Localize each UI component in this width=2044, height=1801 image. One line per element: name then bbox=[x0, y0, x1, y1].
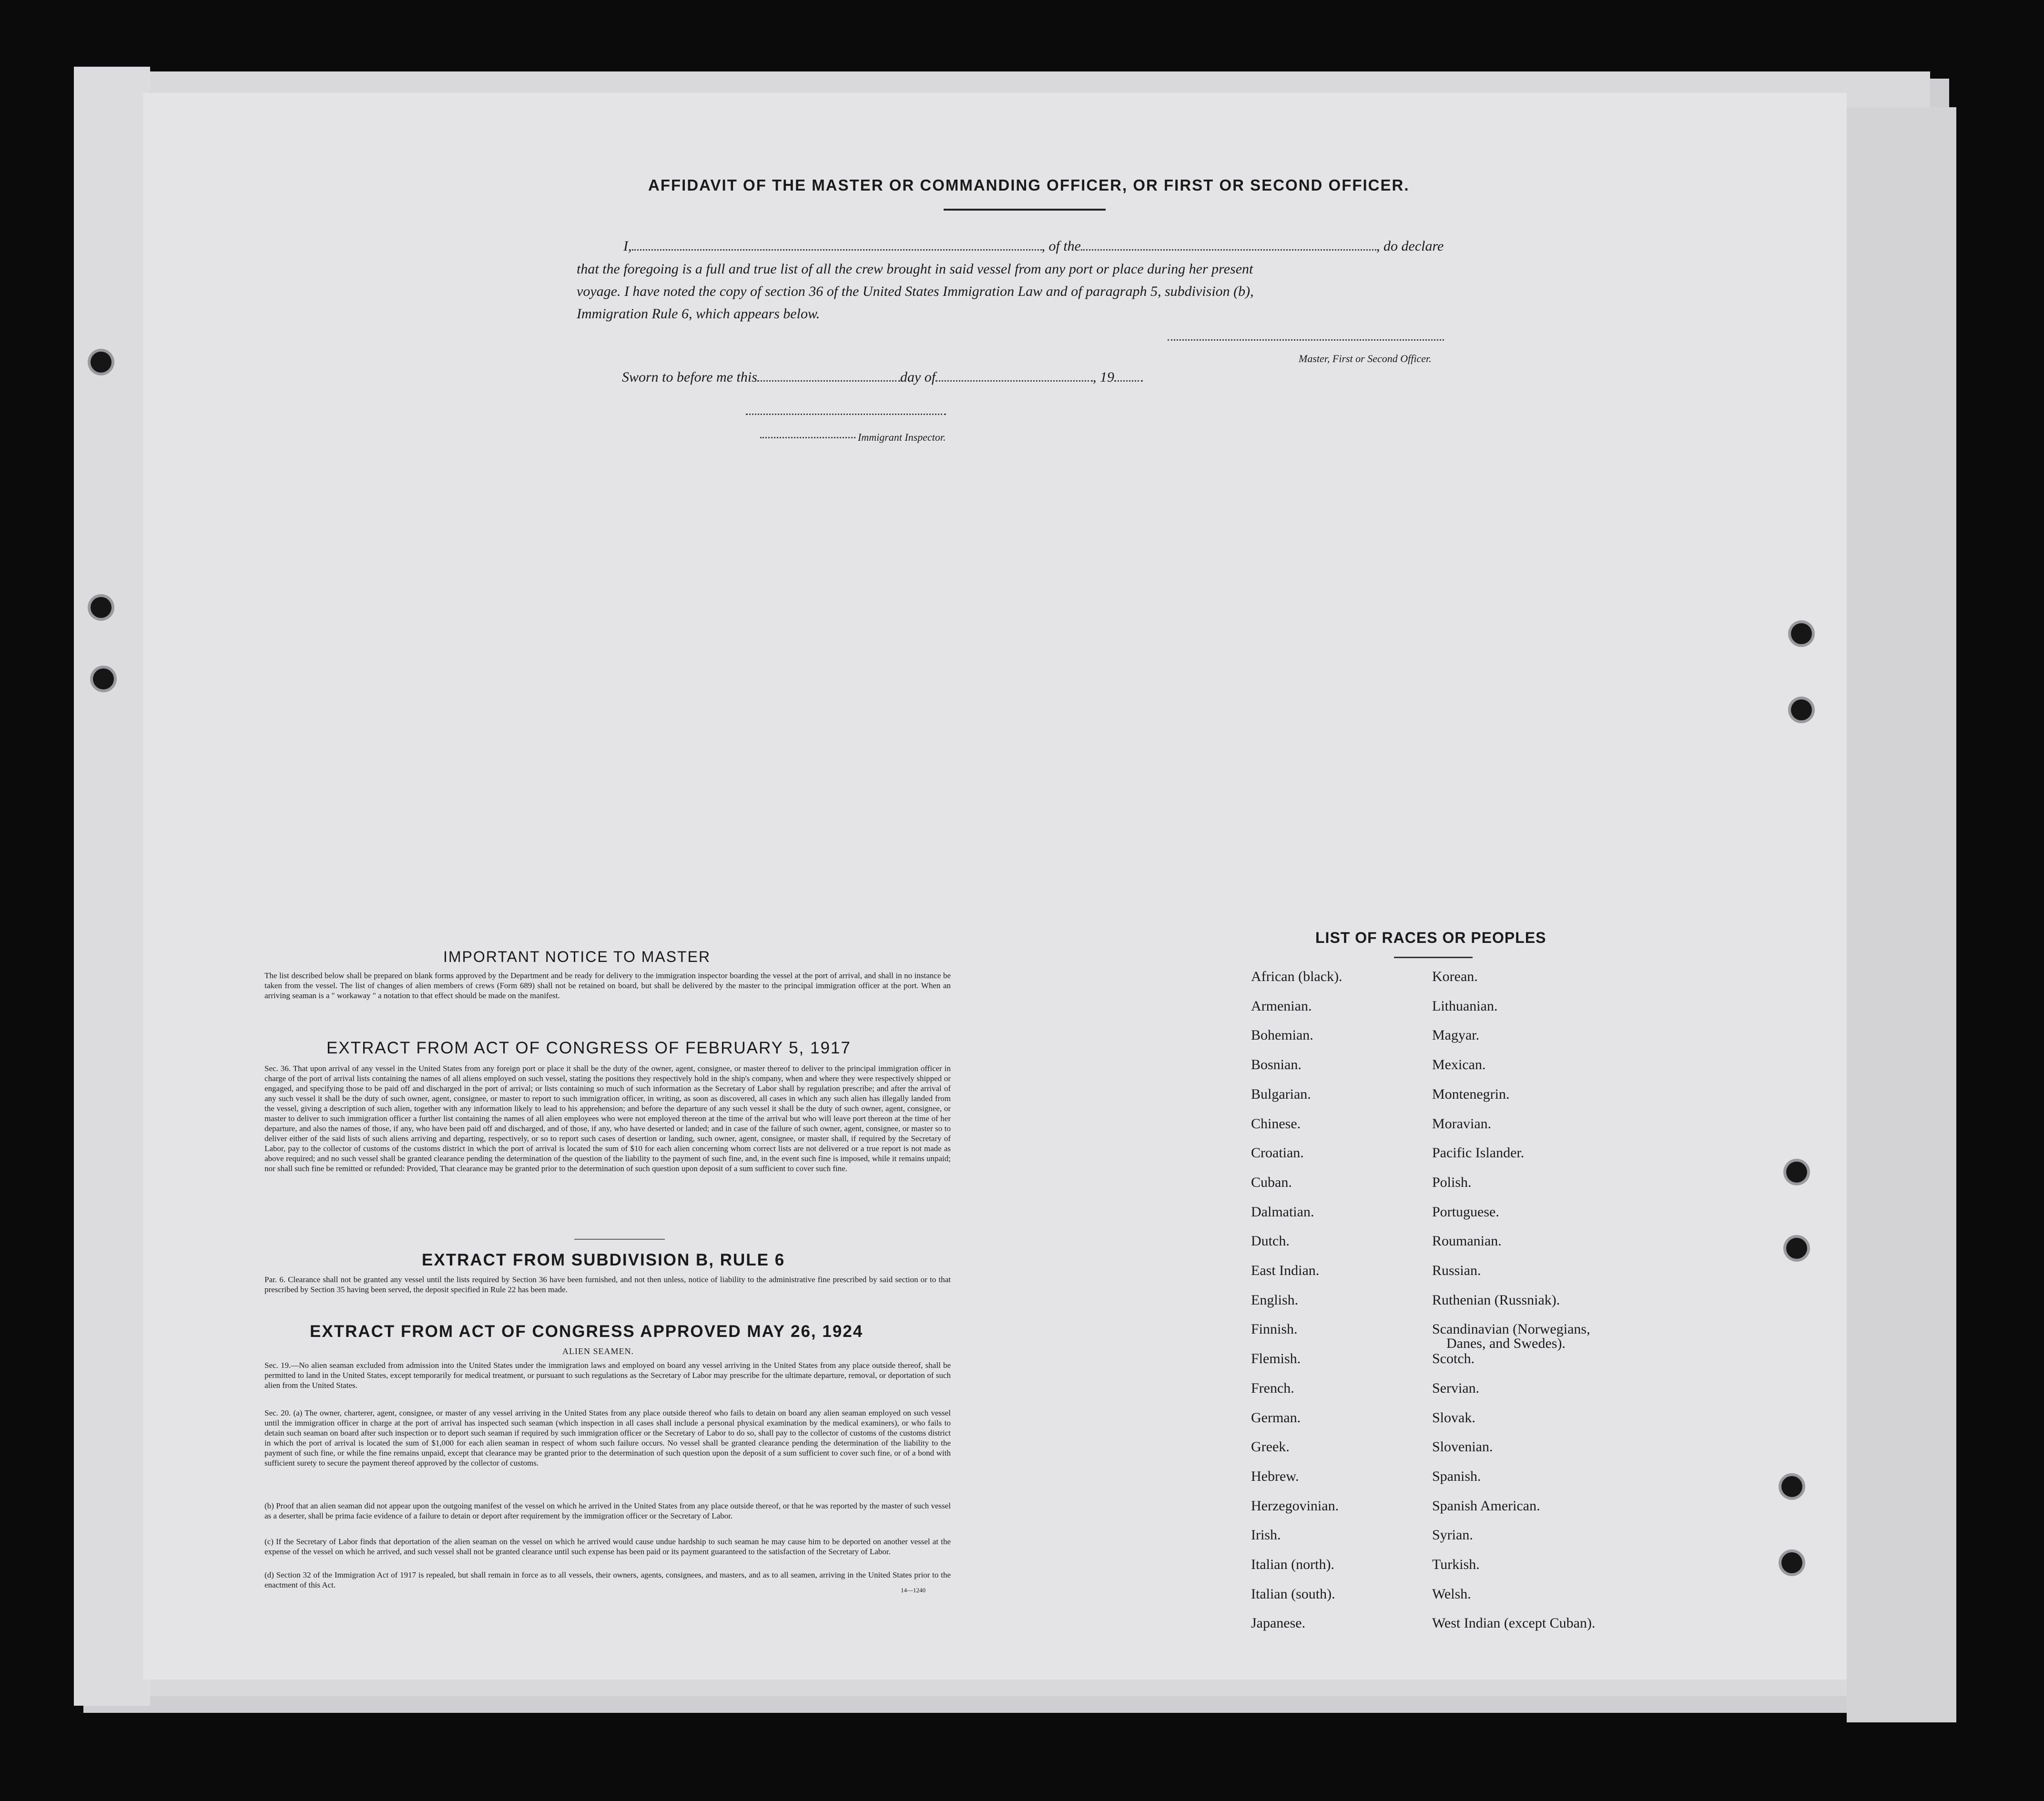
form-number: 14—1240 bbox=[901, 1587, 925, 1594]
sworn-label: Sworn to before me this bbox=[622, 369, 757, 385]
race-item: Dutch. bbox=[1251, 1233, 1290, 1249]
day-blank bbox=[757, 380, 900, 382]
race-item: Bulgarian. bbox=[1251, 1086, 1311, 1102]
race-item: Hebrew. bbox=[1251, 1468, 1299, 1484]
races-title-rule bbox=[1394, 957, 1473, 958]
race-item: Syrian. bbox=[1432, 1527, 1473, 1543]
declaration-line-2: that the foregoing is a full and true list of all the crew brought in said vessel from any port or place during her present bbox=[577, 261, 1253, 277]
sec-20a-text: Sec. 20. (a) The owner, charterer, agent, consignee, or master of any vessel arriving in the United States from any place outside thereof who fails to detain on board any alien seaman employed on such vessel until the immigration officer in charge at the port of arrival has inspected such seaman (which inspection in all cases shall include a personal physical examination by the medical examiners), or who fails to detain such seaman on board after such inspection or to deport such seaman if required by such immigration officer or the Secretary of Labor to do so, shall pay to the collector of customs of the customs district in which the port of arrival is located the sum of $1,000 for each alien seaman in respect of whom such failure occurs. No vessel shall be granted clearance pending the determination of the liability to the payment of such fine, or while the fine remains unpaid, except that clearance may be granted prior to the determination of such question upon the deposit of a sum sufficient to cover such fine, or of a bond with sufficient surety to secure the payment thereof approved by the collector of customs. bbox=[264, 1408, 951, 1467]
extract-1924-title: EXTRACT FROM ACT OF CONGRESS APPROVED MAY 26, 1924 bbox=[310, 1322, 864, 1341]
master-signature-blank bbox=[1168, 339, 1444, 341]
affidavit-title: AFFIDAVIT OF THE MASTER OR COMMANDING OFFICER, OR FIRST OR SECOND OFFICER. bbox=[648, 176, 1410, 194]
sec-20b-text: (b) Proof that an alien seaman did not appear upon the outgoing manifest of the vessel on which he arrived in the United States from any place outside thereof, or that he was reported by the master of such vessel as a deserter, shall be prima facie evidence of a failure to detain or deport after requirement by the immigration officer or the Secretary of Labor. bbox=[264, 1501, 951, 1520]
race-item: Lithuanian. bbox=[1432, 998, 1498, 1014]
race-item: Montenegrin. bbox=[1432, 1086, 1510, 1102]
race-item: Finnish. bbox=[1251, 1321, 1298, 1337]
binder-hole-icon bbox=[1786, 1162, 1807, 1183]
extract-1917-title: EXTRACT FROM ACT OF CONGRESS OF FEBRUARY 5, 1917 bbox=[326, 1039, 851, 1057]
declaration-line-4: Immigration Rule 6, which appears below. bbox=[577, 306, 820, 322]
notice-body: The list described below shall be prepared on blank forms approved by the Department and be ready for delivery to the immigration inspector boarding the vessel at the port of arrival, and shall in no instance be taken from the vessel. The list of changes of alien members of crews (Form 689) shall not be retained on board, but shall be delivered by the master to the principal immigration officer at the port. When an arriving seaman is a " workaway " a notation to that effect should be made on the manifest. bbox=[264, 971, 951, 1000]
race-item: Flemish. bbox=[1251, 1351, 1301, 1367]
race-item: Welsh. bbox=[1432, 1586, 1471, 1602]
declaration-line-3: voyage. I have noted the copy of section 36 of the United States Immigration Law and of paragraph 5, subdivision (b), bbox=[577, 283, 1254, 299]
race-item: Bosnian. bbox=[1251, 1057, 1302, 1073]
race-item: Pacific Islander. bbox=[1432, 1145, 1525, 1161]
race-item: Russian. bbox=[1432, 1263, 1481, 1278]
sec-20c-text: (c) If the Secretary of Labor finds that deportation of the alien seaman on the vessel on which he arrived would cause undue hardship to such seaman he may cause him to be deported on another vessel at the expense of the vessel on which he arrived, and such vessel shall not be granted clearance until such expense has been paid or its payment guaranteed to the satisfaction of the Secretary of Labor. bbox=[264, 1537, 951, 1556]
binder-hole-icon bbox=[1791, 699, 1812, 720]
of-the-label: , of the bbox=[1041, 238, 1081, 254]
race-item: West Indian (except Cuban). bbox=[1432, 1615, 1596, 1631]
race-item: Irish. bbox=[1251, 1527, 1281, 1543]
underlying-page-edge bbox=[1847, 107, 1956, 1722]
binder-hole-icon bbox=[91, 597, 112, 618]
race-item: Slovenian. bbox=[1432, 1439, 1493, 1455]
races-title: LIST OF RACES OR PEOPLES bbox=[1315, 929, 1546, 946]
sec-19-text: Sec. 19.—No alien seaman excluded from admission into the United States under the immigration laws and employed on board any vessel arriving in the United States from any place outside thereof, shall be permitted to land in the United States, except temporarily for medical treatment, or pursuant to such regulations as the Secretary of Labor may prescribe for the ultimate departure, removal, or deportation of such alien from the United States. bbox=[264, 1361, 951, 1390]
race-item: Korean. bbox=[1432, 969, 1478, 984]
race-item: Servian. bbox=[1432, 1380, 1480, 1396]
extract-1917-body: Sec. 36. That upon arrival of any vessel in the United States from any foreign port or place it shall be the duty of the owner, agent, consignee, or master thereof to deliver to the principal immigration officer in charge of the port of arrival lists containing the names of all aliens employed on such vessel, stating the positions they respectively hold in the ship's company, when and where they were respectively shipped or engaged, and specifying those to be paid off and discharged in the port of arrival; or lists containing so much of such information as the Secretary of Labor shall by regulation prescribe; and after the arrival of any such vessel it shall be the duty of such owner, agent, consignee, or master to report to such immigration officer, in writing, as soon as discovered, all cases in which any such alien has illegally landed from the vessel, giving a description of such alien, together with any information likely to lead to his apprehension; and before the departure of any such vessel it shall be the duty of such owner, agent, consignee, or master to deliver to such immigration officer a further list containing the names of all alien employees who were not employed thereon at the time of the arrival but who will leave port thereon at the time of her departure, and also the names of those, if any, who have been paid off and discharged, and of those, if any, who have deserted or landed; and in case of the failure of such owner, agent, consignee, or master so to deliver either of the said lists of such aliens arriving and departing, respectively, or so to report such cases of desertion or landing, such owner, agent, consignee, or master shall, if required by the Secretary of Labor, pay to the collector of customs of the customs district in which the port of arrival is located the sum of $10 for each alien concerning whom correct lists are not delivered or a true report is not made as above required; and no such vessel shall be granted clearance pending the determination of the question of the liability to the payment of such fine, and, in the event such fine is imposed, while it remains unpaid; nor shall such fine be remitted or refunded: Provided, That clearance may be granted prior to the determination of such question upon deposit of a sum sufficient to cover such fine. bbox=[264, 1064, 951, 1173]
year-label: , 19 bbox=[1093, 369, 1115, 385]
section-divider bbox=[574, 1239, 665, 1240]
race-item: Croatian. bbox=[1251, 1145, 1304, 1161]
race-item: Cuban. bbox=[1251, 1174, 1292, 1190]
extract-1924-subtitle: ALIEN SEAMEN. bbox=[562, 1346, 634, 1356]
inspector-line bbox=[858, 431, 946, 444]
race-item: Dalmatian. bbox=[1251, 1204, 1314, 1220]
binder-hole-icon bbox=[93, 668, 114, 689]
race-item: Slovak. bbox=[1432, 1409, 1475, 1426]
inspector-caption: Immigrant Inspector. bbox=[858, 431, 946, 443]
inspector-signature-blank bbox=[746, 414, 946, 415]
race-item: Polish. bbox=[1432, 1174, 1472, 1190]
master-caption: Master, First or Second Officer. bbox=[1299, 353, 1432, 364]
extract-rule6-title: EXTRACT FROM SUBDIVISION B, RULE 6 bbox=[422, 1251, 785, 1269]
race-item: Italian (north). bbox=[1251, 1557, 1334, 1572]
race-item: Herzegovinian. bbox=[1251, 1497, 1339, 1514]
binder-margin bbox=[74, 67, 150, 1706]
race-item: Scandinavian (Norwegians, bbox=[1432, 1321, 1590, 1337]
month-blank bbox=[936, 380, 1093, 382]
race-item: Moravian. bbox=[1432, 1115, 1492, 1132]
binder-hole-icon bbox=[1791, 623, 1812, 644]
title-rule bbox=[944, 209, 1106, 211]
race-item: Danes, and Swedes). bbox=[1446, 1336, 1566, 1352]
race-item: Portuguese. bbox=[1432, 1204, 1499, 1220]
race-item: East Indian. bbox=[1251, 1263, 1320, 1278]
race-item: Turkish. bbox=[1432, 1557, 1480, 1572]
race-item: Greek. bbox=[1251, 1439, 1290, 1455]
day-of-label: day of bbox=[900, 369, 936, 385]
race-item: Japanese. bbox=[1251, 1615, 1306, 1631]
vessel-blank bbox=[1081, 249, 1376, 251]
race-item: Bohemian. bbox=[1251, 1027, 1313, 1043]
i-label: I, bbox=[623, 238, 632, 254]
race-item: Scotch. bbox=[1432, 1351, 1475, 1367]
race-item: English. bbox=[1251, 1292, 1299, 1308]
race-item: French. bbox=[1251, 1380, 1294, 1396]
race-item: Roumanian. bbox=[1432, 1233, 1502, 1249]
binder-hole-icon bbox=[1781, 1476, 1802, 1497]
sworn-line bbox=[622, 369, 1143, 385]
binder-hole-icon bbox=[91, 352, 112, 373]
race-item: Chinese. bbox=[1251, 1115, 1301, 1132]
extract-rule6-body: Par. 6. Clearance shall not be granted any vessel until the lists required by Section 36 have been furnished, and not then unless, notice of liability to the administrative fine prescribed by said section or to that prescribed by Section 35 having been served, the deposit specified in Rule 22 has been made. bbox=[264, 1275, 951, 1294]
year-blank bbox=[1114, 380, 1143, 382]
do-declare-label: , do declare bbox=[1376, 238, 1444, 254]
race-item: Magyar. bbox=[1432, 1027, 1480, 1043]
inspector-title-blank bbox=[760, 437, 855, 438]
binder-hole-icon bbox=[1781, 1552, 1802, 1573]
race-item: Spanish American. bbox=[1432, 1497, 1540, 1514]
race-item: German. bbox=[1251, 1409, 1301, 1426]
declaration-line-1 bbox=[623, 238, 1444, 254]
binder-hole-icon bbox=[1786, 1238, 1807, 1259]
sec-20d-text: (d) Section 32 of the Immigration Act of 1917 is repealed, but shall remain in force as to all vessels, their owners, agents, consignees, and masters, and as to all seamen, arriving in the United States prior to the enactment of this Act. bbox=[264, 1570, 951, 1589]
race-item: Mexican. bbox=[1432, 1057, 1486, 1073]
notice-title: IMPORTANT NOTICE TO MASTER bbox=[443, 948, 711, 965]
name-blank bbox=[632, 249, 1042, 251]
race-item: Italian (south). bbox=[1251, 1586, 1335, 1602]
race-item: Spanish. bbox=[1432, 1468, 1481, 1484]
race-item: African (black). bbox=[1251, 969, 1342, 984]
race-item: Ruthenian (Russniak). bbox=[1432, 1292, 1560, 1308]
race-item: Armenian. bbox=[1251, 998, 1312, 1014]
